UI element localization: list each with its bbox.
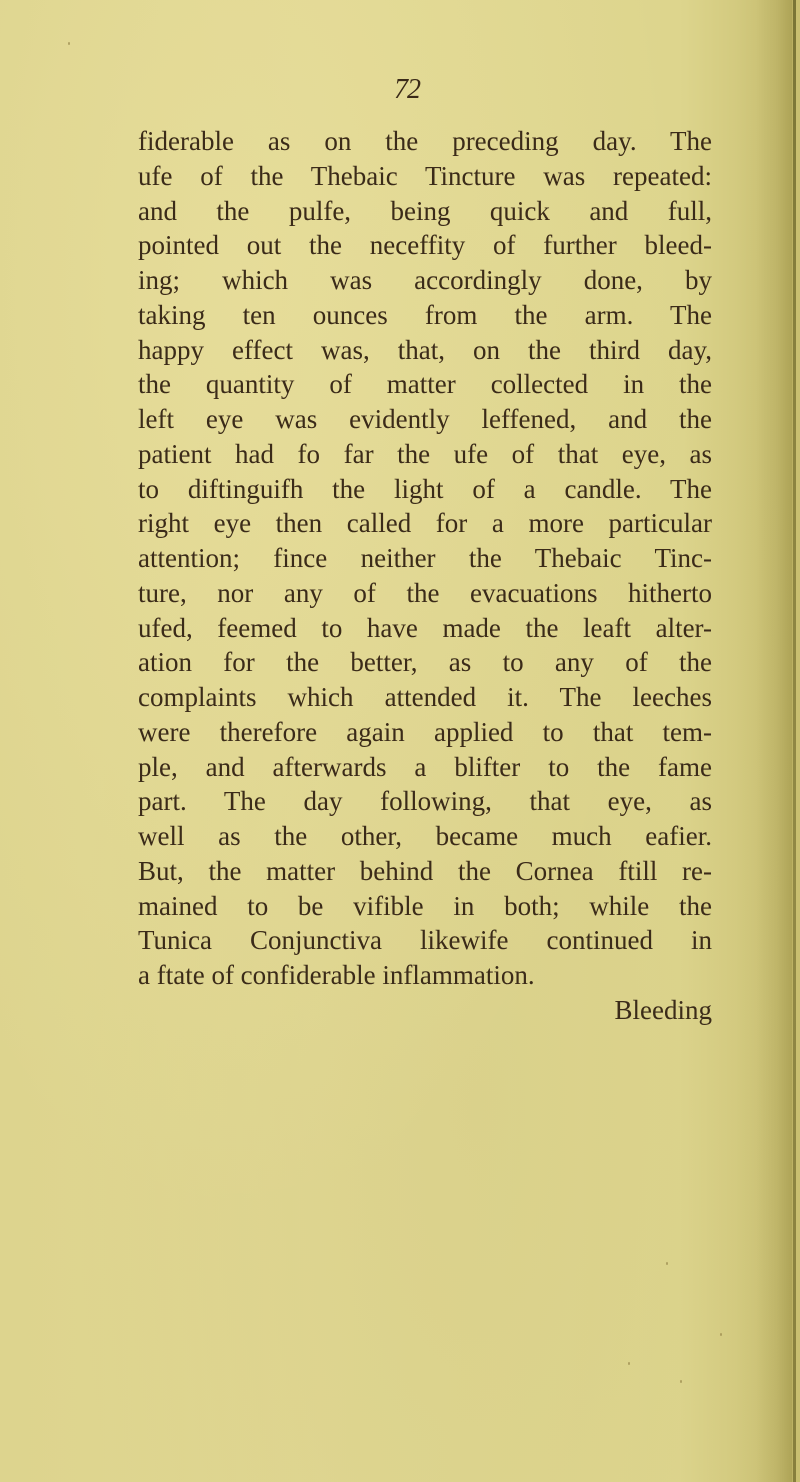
text-line: ufed, feemed to have made the leaft alter- xyxy=(138,612,712,643)
text-line: taking ten ounces from the arm. The xyxy=(138,299,712,330)
text-line: But, the matter behind the Cornea ftill re- xyxy=(138,855,712,886)
body-text xyxy=(138,124,712,1028)
text-line: ufe of the Thebaic Tincture was repeated: xyxy=(138,160,712,191)
text-line: ing; which was accordingly done, by xyxy=(138,265,712,295)
catchword: Bleeding xyxy=(614,994,712,1025)
text-line: the quantity of matter collected in the xyxy=(138,369,712,400)
page-edge-outer xyxy=(796,0,800,1482)
text-line: ture, nor any of the evacuations hitherto xyxy=(138,577,712,608)
text-line: pointed out the neceffity of further bleed- xyxy=(138,230,712,261)
text-line: right eye then called for a more particular xyxy=(138,508,712,539)
text-line: attention; fince neither the Thebaic Tinc- xyxy=(138,543,712,573)
text-line: happy effect was, that, on the third day, xyxy=(138,334,712,365)
text-line: complaints which attended it. The leeches xyxy=(138,682,712,712)
text-line: Tunica Conjunctiva likewife continued in xyxy=(138,925,712,956)
text-line: and the pulfe, being quick and full, xyxy=(138,195,712,226)
paper-speck xyxy=(628,1362,630,1365)
paper-speck xyxy=(720,1333,722,1336)
text-line: a ftate of confiderable inflammation. xyxy=(138,960,535,990)
text-line: part. The day following, that eye, as xyxy=(138,786,712,817)
paper-speck xyxy=(666,1262,668,1265)
text-line: ple, and afterwards a blifter to the fame xyxy=(138,751,712,782)
text-line: were therefore again applied to that tem- xyxy=(138,716,712,747)
paper-speck xyxy=(68,42,70,45)
text-line: ation for the better, as to any of the xyxy=(138,647,712,678)
page-edge-shadow xyxy=(756,0,792,1482)
text-line: patient had fo far the ufe of that eye, as xyxy=(138,438,712,469)
text-line: left eye was evidently leffened, and the xyxy=(138,404,712,434)
text-line: mained to be vifible in both; while the xyxy=(138,890,712,921)
text-line: to diftinguifh the light of a candle. The xyxy=(138,473,712,504)
paper-speck xyxy=(680,1380,682,1383)
text-line: well as the other, became much eafier. xyxy=(138,821,712,851)
text-line: fiderable as on the preceding day. The xyxy=(138,126,712,156)
page-number: 72 xyxy=(394,74,420,105)
